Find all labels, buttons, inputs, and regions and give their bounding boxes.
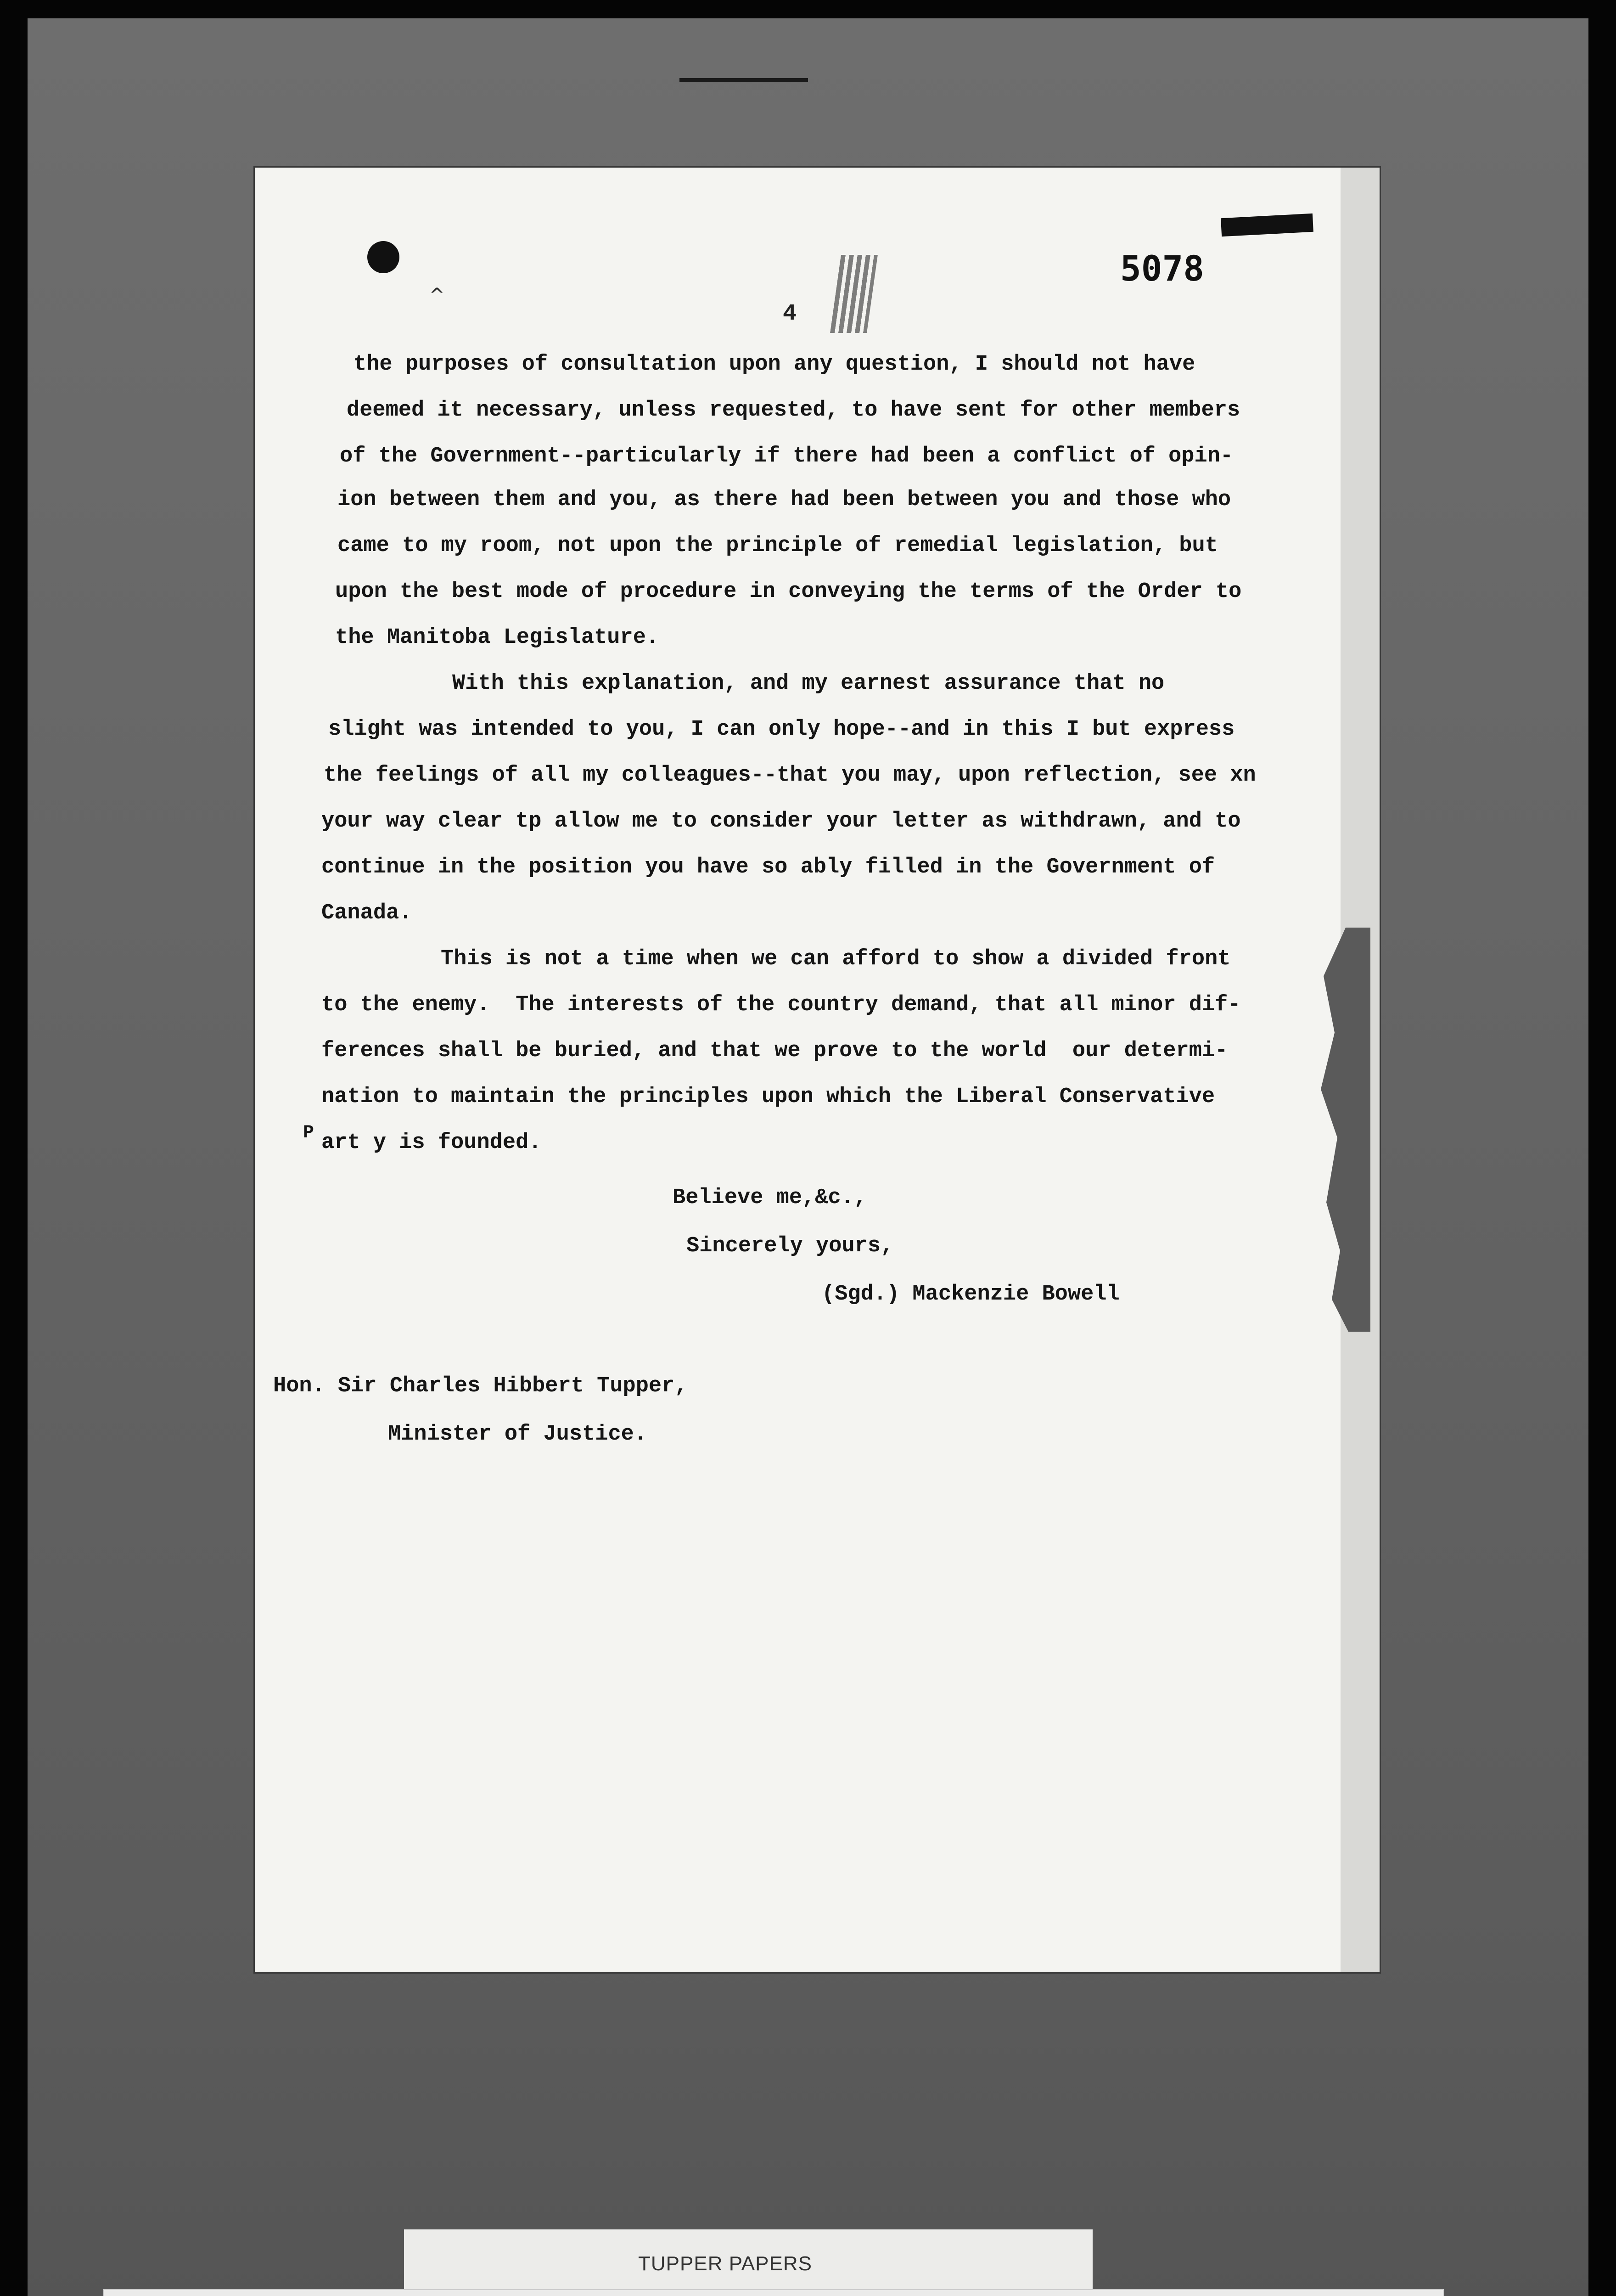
body-line: Canada. <box>321 901 412 925</box>
body-line: the purposes of consultation upon any question, I should not have <box>354 352 1195 377</box>
body-line: ion between them and you, as there had been between you and those who <box>337 488 1231 512</box>
body-line: the feelings of all my colleagues--that you may, upon reflection, see xn <box>324 763 1256 788</box>
body-line: came to my room, not upon the principle of remedial legislation, but <box>337 534 1218 558</box>
closing: Believe me,&c., <box>673 1186 867 1210</box>
body-line: deemed it necessary, unless requested, to have sent for other members <box>347 398 1240 422</box>
folio-number: 5078 <box>1120 248 1205 289</box>
body-line: continue in the position you have so ably filled in the Government of <box>321 855 1215 879</box>
body-line: art y is founded. <box>321 1131 542 1155</box>
addressee-title: Minister of Justice. <box>388 1422 647 1446</box>
body-line: to the enemy. The interests of the country demand, that all minor dif- <box>321 993 1241 1017</box>
body-line: your way clear tp allow me to consider your letter as withdrawn, and to <box>321 809 1241 833</box>
body-line: slight was intended to you, I can only hope--and in this I but express <box>328 717 1235 742</box>
body-line: With this explanation, and my earnest assurance that no <box>452 671 1165 696</box>
letter-page <box>255 168 1380 1972</box>
body-line: of the Government--particularly if there had been a conflict of opin- <box>340 444 1234 468</box>
signature: (Sgd.) Mackenzie Bowell <box>822 1282 1120 1306</box>
body-line: This is not a time when we can afford to show a divided front <box>441 947 1231 971</box>
body-line: upon the best mode of procedure in conveying the terms of the Order to <box>335 580 1242 604</box>
body-line: the Manitoba Legislature. <box>335 625 659 650</box>
page-number: 4 <box>783 301 797 327</box>
body-line: ferences shall be buried, and that we prove to the world our determi- <box>321 1039 1228 1063</box>
collection-tag-text: TUPPER PAPERS <box>638 2252 812 2275</box>
caret-mark-icon: ^ <box>429 285 445 306</box>
frame-top-mark <box>679 78 808 82</box>
body-line: nation to maintain the principles upon which the Liberal Conservative <box>321 1085 1215 1109</box>
archive-label <box>103 2289 1444 2296</box>
addressee-name: Hon. Sir Charles Hibbert Tupper, <box>273 1374 688 1398</box>
party-initial: P <box>303 1123 314 1143</box>
punch-hole <box>367 241 399 273</box>
sign-off: Sincerely yours, <box>686 1234 894 1258</box>
